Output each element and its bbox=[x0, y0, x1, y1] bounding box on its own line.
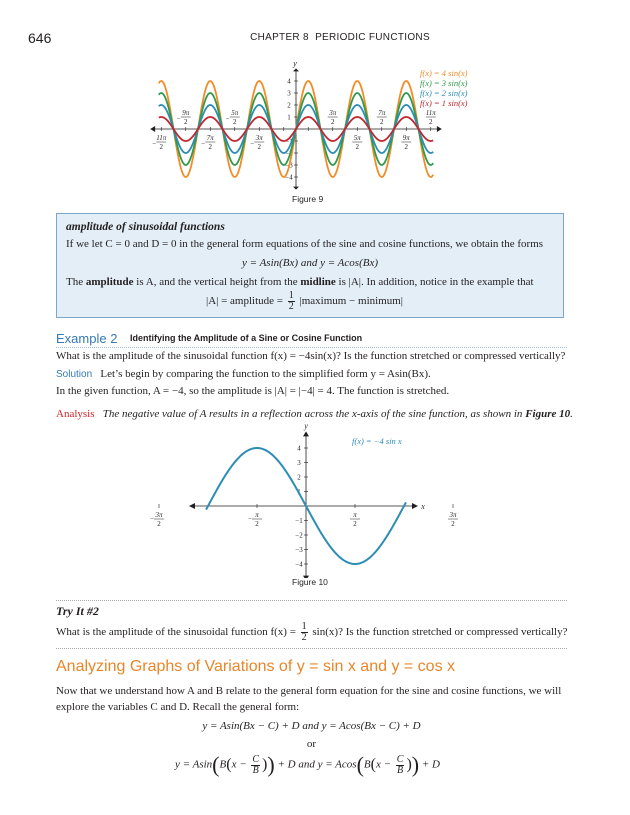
fig9-x-arrow-right bbox=[437, 126, 442, 132]
fig9-x-tick-label-top-num: 5π bbox=[231, 109, 239, 117]
fig10-y-tick-label: −3 bbox=[295, 546, 303, 554]
fig10-y-arrow-top bbox=[303, 431, 309, 436]
fig10-x-tick-label-num: π bbox=[255, 511, 259, 519]
chapter-title: PERIODIC FUNCTIONS bbox=[315, 32, 430, 43]
term-amplitude: amplitude bbox=[85, 276, 134, 288]
fig10-x-label: x bbox=[421, 502, 425, 511]
amplitude-formula bbox=[206, 291, 403, 312]
fig10-x-tick-label-den: 2 bbox=[157, 520, 161, 528]
eq2-frac1-den: B bbox=[252, 764, 259, 776]
example-divider bbox=[56, 347, 567, 348]
fig10-x-arrow-left bbox=[189, 503, 195, 509]
fig10-y-tick-label: 3 bbox=[297, 459, 301, 467]
figure-9-chart bbox=[0, 60, 630, 205]
analysis-end: . bbox=[570, 408, 573, 420]
chapter-number: CHAPTER 8 bbox=[250, 32, 309, 43]
tryit-question bbox=[56, 622, 567, 643]
eq2-part-b: B bbox=[219, 758, 227, 771]
fig9-x-tick-label-bottom-minus: − bbox=[250, 140, 255, 148]
general-form-eq1: y = Asin(Bx − C) + D and y = Acos(Bx − C) + D bbox=[202, 720, 421, 732]
chapter-heading bbox=[210, 32, 470, 43]
fig10-y-tick-label: 2 bbox=[297, 473, 301, 482]
eq2-part-d: + D and y = Acos bbox=[277, 758, 357, 771]
tryit-fraction bbox=[301, 622, 308, 643]
fig10-x-tick-label-den: 2 bbox=[353, 520, 357, 528]
fig9-x-tick-label-bottom-num: 7π bbox=[206, 134, 214, 142]
fig9-legend-entry: f(x) = 2 sin(x) bbox=[420, 88, 468, 98]
fig9-y-tick-label: −1 bbox=[285, 137, 293, 146]
fig9-x-tick-label-top-minus: − bbox=[225, 115, 230, 123]
fig9-x-tick-label-bottom-den: 2 bbox=[355, 143, 359, 151]
fig9-x-tick-label-bottom-den: 2 bbox=[208, 143, 212, 151]
fig9-x-tick-label-top-num: 11π bbox=[425, 109, 436, 117]
fig9-legend-entry: f(x) = 3 sin(x) bbox=[420, 78, 468, 88]
definition-line-1: If we let C = 0 and D = 0 in the general form equations of the sine and cosine functions, we obtain the forms bbox=[66, 238, 544, 250]
fig9-y-tick-label: −2 bbox=[285, 149, 293, 158]
fig10-x-tick-label-num: 3π bbox=[449, 511, 457, 519]
tryit-text-a: What is the amplitude of the sinusoidal function f(x) = bbox=[56, 626, 296, 639]
fig9-legend-entry: f(x) = 4 sin(x) bbox=[420, 68, 468, 78]
definition-line-2 bbox=[66, 276, 534, 288]
fig9-x-tick-label-top-den: 2 bbox=[233, 118, 237, 126]
tryit-top-divider bbox=[56, 600, 567, 601]
fig9-y-tick-label: 1 bbox=[287, 113, 291, 122]
example-label: Example 2 bbox=[56, 331, 118, 346]
figure-10-chart bbox=[0, 424, 630, 578]
fig9-x-tick-label-top-num: 7π bbox=[378, 109, 386, 117]
formula-num: 1 bbox=[288, 290, 294, 301]
fig9-x-tick-label-bottom-num: 5π bbox=[353, 134, 361, 142]
term-midline: midline bbox=[300, 276, 336, 288]
fig10-x-tick-label-minus: − bbox=[150, 515, 154, 523]
fig9-x-tick-label-top-num: 3π bbox=[329, 109, 337, 117]
fig9-legend-entry: f(x) = 1 sin(x) bbox=[420, 98, 468, 108]
definition-line-2a: The bbox=[66, 276, 86, 288]
definition-line-2c: is A, and the vertical height from the bbox=[133, 276, 301, 288]
eq2-frac1-num: C bbox=[252, 753, 260, 765]
fig9-x-tick-label-top-den: 2 bbox=[429, 118, 433, 126]
section-heading: Analyzing Graphs of Variations of y = sin x and y = cos x bbox=[56, 658, 456, 675]
fig10-y-tick-label: 1 bbox=[297, 488, 301, 496]
tryit-text-b: sin(x)? Is the function stretched or compressed vertically? bbox=[312, 626, 568, 639]
general-form-eq2: y = Asin(B(x − $\frac{C}{B}$ )) + D and y = Acos(B(x − $\frac{C}{B}$ )) + D bbox=[175, 752, 440, 777]
example-result: In the given function, A = −4, so the amplitude is |A| = |−4| = 4. The function is stretched. bbox=[56, 385, 450, 397]
fig9-x-tick-label-bottom-den: 2 bbox=[257, 143, 261, 151]
solution-text: Let’s begin by comparing the function to the simplified form y = Asin(Bx). bbox=[100, 368, 431, 380]
fig10-y-tick-label: −1 bbox=[295, 517, 303, 525]
fig9-y-tick-label: −4 bbox=[285, 173, 293, 182]
section-para-1: Now that we understand how A and B relate to the general form equation for the sine and cosine functions, we will bbox=[56, 685, 562, 697]
analysis-text: The negative value of A results in a reflection across the x-axis of the sine function, as shown in bbox=[102, 408, 526, 420]
fig9-x-tick-label-top-num: 9π bbox=[182, 109, 190, 117]
fig9-x-tick-label-bottom-minus: − bbox=[201, 140, 206, 148]
fig10-legend: f(x) = −4 sin x bbox=[352, 436, 402, 446]
fig9-x-tick-label-top-minus: − bbox=[176, 115, 181, 123]
fig10-x-tick-label-den: 2 bbox=[451, 520, 455, 528]
example-title: Identifying the Amplitude of a Sine or Cosine Function bbox=[130, 333, 363, 343]
fig9-x-tick-label-bottom-den: 2 bbox=[159, 143, 163, 151]
eq2-part-b2: B bbox=[363, 758, 371, 771]
fig10-y-tick-label: 4 bbox=[297, 444, 301, 453]
fig9-y-label: y bbox=[293, 60, 297, 68]
fig10-x-tick-label-minus: − bbox=[248, 515, 252, 523]
tryit-den: 2 bbox=[301, 632, 307, 643]
example-question: What is the amplitude of the sinusoidal function f(x) = −4sin(x)? Is the function stretched or compressed vertically? bbox=[56, 350, 566, 362]
eq2-fraction-1 bbox=[251, 755, 260, 776]
formula-den: 2 bbox=[288, 301, 294, 312]
fig9-x-tick-label-bottom-num: 9π bbox=[402, 134, 410, 142]
fig9-y-arrow-top bbox=[293, 68, 299, 71]
fig9-y-tick-label: 3 bbox=[287, 89, 291, 98]
eq2-frac2-den: B bbox=[397, 764, 404, 776]
fig9-x-tick-label-bottom-num: 3π bbox=[255, 134, 263, 142]
formula-fraction bbox=[288, 291, 295, 312]
definition-title: amplitude of sinusoidal functions bbox=[66, 221, 225, 233]
fig9-y-tick-label: 4 bbox=[287, 77, 291, 86]
fig10-x-tick-label-num: π bbox=[353, 511, 357, 519]
solution-label: Solution bbox=[56, 369, 93, 380]
eq2-part-c: x − bbox=[231, 758, 247, 771]
fig9-y-arrow-bottom bbox=[293, 187, 299, 190]
definition-forms: y = Asin(Bx) and y = Acos(Bx) bbox=[241, 257, 378, 269]
page-number: 646 bbox=[28, 30, 52, 46]
figure-10-caption: Figure 10 bbox=[292, 577, 328, 587]
example-solution bbox=[56, 368, 431, 380]
eq2-fraction-2 bbox=[396, 755, 405, 776]
fig9-x-tick-label-bottom-num: 11π bbox=[156, 134, 167, 142]
fig9-y-tick-label: 2 bbox=[287, 101, 291, 110]
fig9-y-tick-label: −3 bbox=[285, 161, 293, 170]
fig10-y-label: y bbox=[304, 424, 308, 431]
tryit-bottom-divider bbox=[56, 648, 567, 649]
fig9-x-tick-label-top-den: 2 bbox=[331, 118, 335, 126]
fig9-x-tick-label-top-den: 2 bbox=[184, 118, 188, 126]
fig9-x-tick-label-top-den: 2 bbox=[380, 118, 384, 126]
fig9-x-tick-label-bottom-minus: − bbox=[152, 140, 157, 148]
eq2-part-e: + D bbox=[421, 758, 440, 771]
analysis-line bbox=[56, 408, 573, 420]
figure-9-caption: Figure 9 bbox=[292, 194, 324, 204]
formula-right: |maximum − minimum| bbox=[299, 295, 403, 308]
fig10-y-tick-label: −2 bbox=[295, 531, 303, 540]
analysis-figure-ref: Figure 10 bbox=[525, 408, 571, 420]
eq2-part-a: y = Asin bbox=[175, 758, 213, 771]
definition-line-2e: is |A|. In addition, notice in the example that bbox=[335, 276, 534, 288]
fig10-x-tick-label-den: 2 bbox=[255, 520, 259, 528]
fig10-x-tick-label-num: 3π bbox=[155, 511, 163, 519]
tryit-label: Try It #2 bbox=[56, 604, 99, 618]
general-form-or: or bbox=[306, 738, 317, 750]
section-para-2: explore the variables C and D. Recall the general form: bbox=[56, 701, 300, 713]
fig9-x-arrow-left bbox=[150, 126, 155, 132]
fig10-y-tick-label: −4 bbox=[295, 560, 303, 569]
formula-left: |A| = amplitude = bbox=[206, 295, 283, 308]
fig9-x-tick-label-bottom-den: 2 bbox=[404, 143, 408, 151]
eq2-part-c2: x − bbox=[375, 758, 392, 771]
tryit-num: 1 bbox=[301, 621, 307, 632]
analysis-label: Analysis bbox=[56, 408, 95, 420]
eq2-frac2-num: C bbox=[396, 753, 404, 765]
fig10-x-arrow-right bbox=[412, 503, 418, 509]
